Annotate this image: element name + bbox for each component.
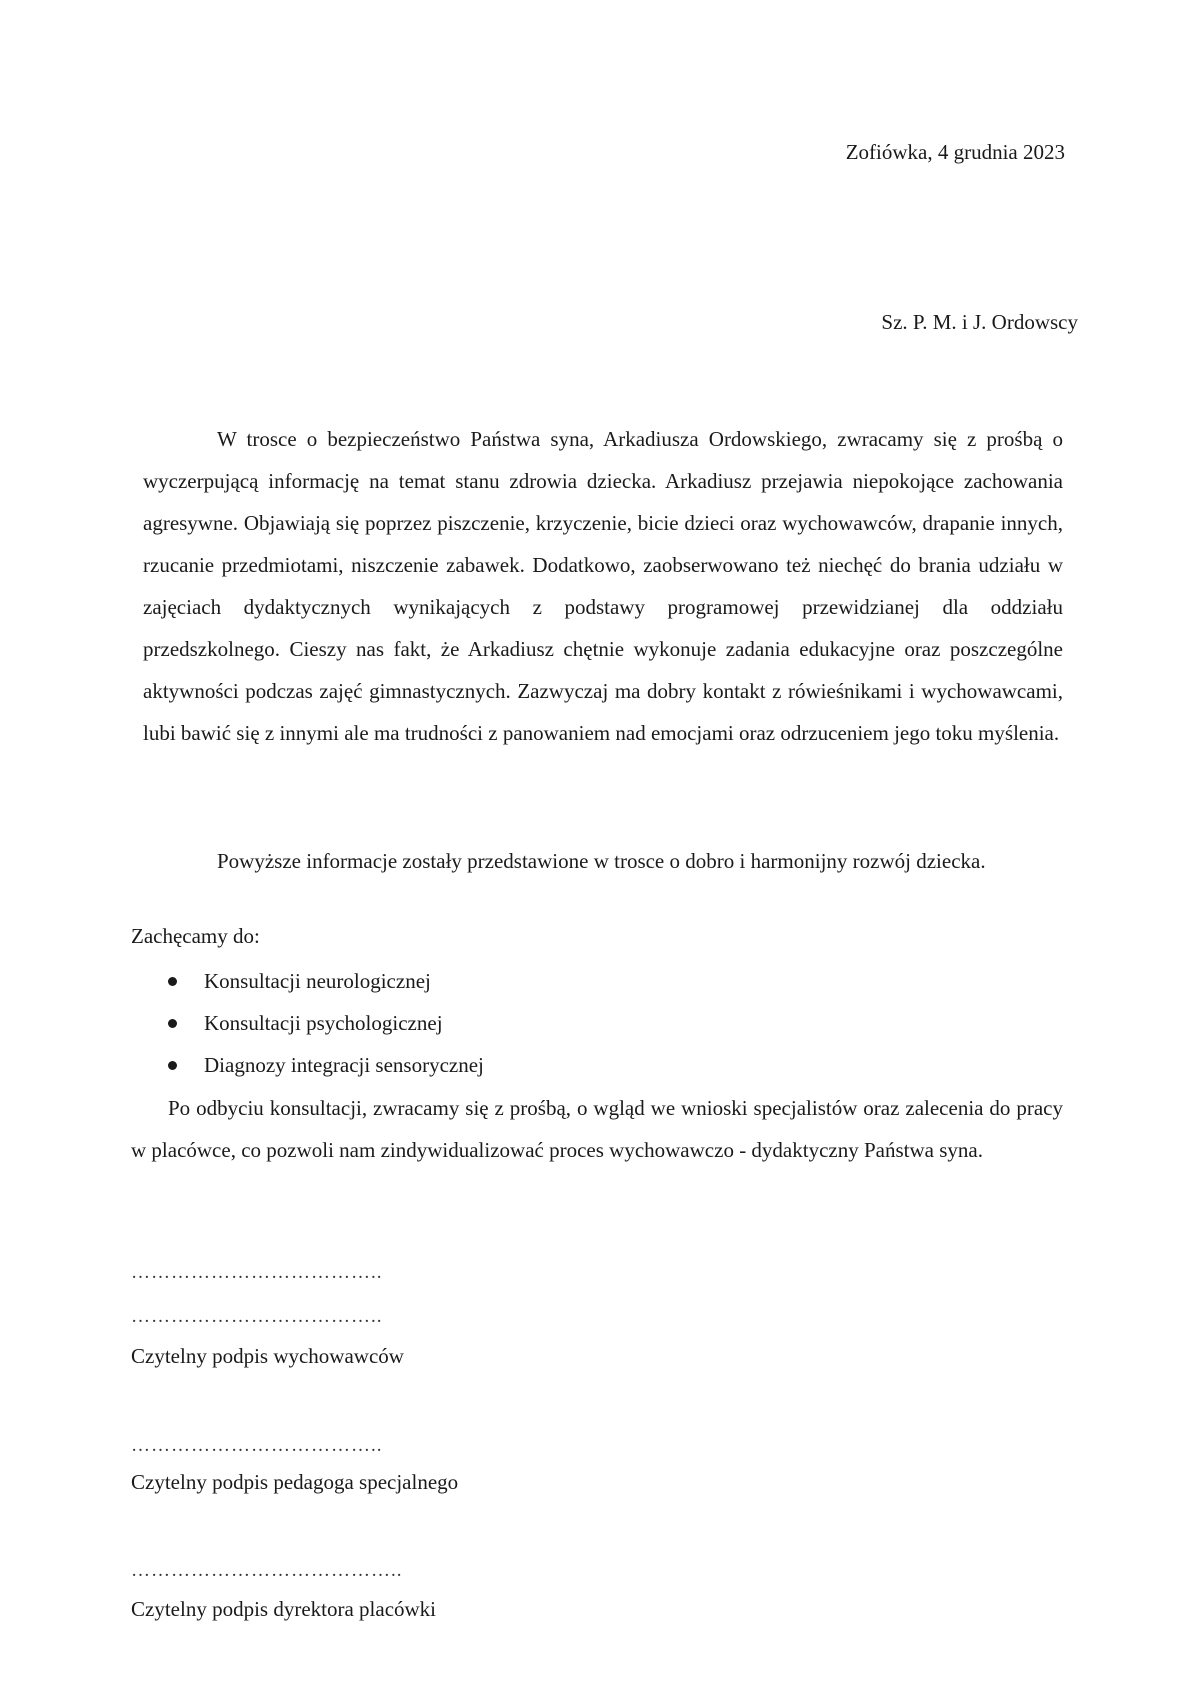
recommendations-list: [131, 960, 484, 1086]
recommendation-text: Diagnozy integracji sensorycznej: [204, 1053, 484, 1077]
signature-label-director: Czytelny podpis dyrektora placówki: [131, 1597, 437, 1621]
signature-label-special-educator: Czytelny podpis pedagoga specjalnego: [131, 1470, 459, 1494]
body-paragraph-3: Po odbyciu konsultacji, zwracamy się z prośbą, o wgląd we wnioski specjalistów oraz zalecenia do pracy w placówce, co pozwoli nam zindywidualizować proces wychowawczo - dydaktyczny Państwa syna.: [131, 1096, 1063, 1162]
signature-label-teachers: Czytelny podpis wychowawców: [131, 1344, 404, 1368]
signature-line: …………………………………..: [131, 1560, 403, 1581]
signature-line: ………………………………..: [131, 1262, 383, 1283]
body-paragraph-2: Powyższe informacje zostały przedstawione w trosce o dobro i harmonijny rozwój dziecka.: [217, 849, 986, 873]
body-paragraph-1: W trosce o bezpieczeństwo Państwa syna, Arkadiusza Ordowskiego, zwracamy się z prośbą o wyczerpującą informację na temat stanu zdrowia dziecka. Arkadiusz przejawia niepokojące zachowania agresywne. Objawiają się poprzez piszczenie, krzyczenie, bicie dzieci oraz wychowawców, drapanie innych, rzucanie przedmiotami, niszczenie zabawek. Dodatkowo, zaobserwowano też niechęć do brania udziału w zajęciach dydaktycznych wynikających z podstawy programowej przewidzianej dla oddziału przedszkolnego. Cieszy nas fakt, że Arkadiusz chętnie wykonuje zadania edukacyjne oraz poszczególne aktywności podczas zajęć gimnastycznych. Zazwyczaj ma dobry kontakt z rówieśnikami i wychowawcami, lubi bawić się z innymi ale ma trudności z panowaniem nad emocjami oraz odrzuceniem jego toku myślenia.: [143, 427, 1063, 745]
list-item: [131, 1044, 484, 1086]
list-item: [131, 1002, 484, 1044]
bullet-icon: [168, 977, 177, 986]
bullet-icon: [168, 1019, 177, 1028]
bullet-icon: [168, 1061, 177, 1070]
signature-line: ………………………………..: [131, 1306, 383, 1327]
recommendations-intro: Zachęcamy do:: [131, 924, 260, 948]
recommendation-text: Konsultacji psychologicznej: [204, 1011, 443, 1035]
signature-line: ………………………………..: [131, 1435, 383, 1456]
letter-recipient: Sz. P. M. i J. Ordowscy: [881, 310, 1078, 334]
letter-date: Zofiówka, 4 grudnia 2023: [845, 140, 1065, 164]
recommendation-text: Konsultacji neurologicznej: [204, 969, 431, 993]
list-item: [131, 960, 484, 1002]
